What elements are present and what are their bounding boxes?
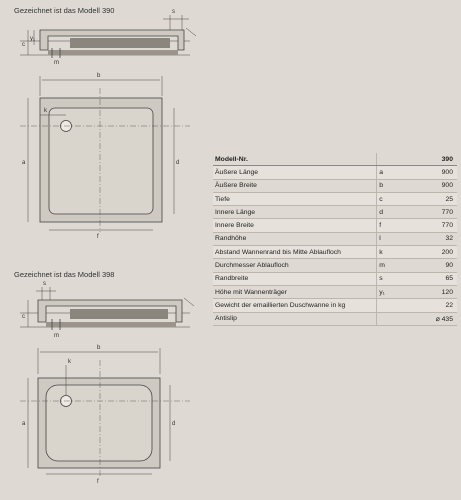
dim-f-label-2: f — [97, 479, 99, 485]
spec-panel — [205, 0, 461, 500]
spec-table — [213, 153, 457, 326]
row-symbol: y₁ — [377, 285, 414, 298]
dim-c-label-2: c — [22, 314, 25, 320]
row-label: Innere Breite — [213, 219, 377, 232]
table-row — [213, 232, 457, 245]
header-symbol — [377, 153, 414, 166]
drawing-svg — [0, 0, 205, 500]
dim-d-label-2: d — [172, 421, 176, 427]
row-symbol — [377, 312, 414, 325]
technical-drawings — [0, 0, 205, 500]
dim-f-label: f — [97, 234, 99, 240]
row-symbol: a — [377, 166, 414, 179]
row-value: 32 — [414, 232, 457, 245]
table-row — [213, 192, 457, 205]
row-label: Randhöhe — [213, 232, 377, 245]
dim-a-label-2: a — [22, 421, 26, 427]
row-value: 200 — [414, 246, 457, 259]
row-label: Höhe mit Wannenträger — [213, 285, 377, 298]
row-value: 90 — [414, 259, 457, 272]
row-symbol: s — [377, 272, 414, 285]
row-symbol: f — [377, 219, 414, 232]
table-row — [213, 285, 457, 298]
table-row — [213, 219, 457, 232]
header-value: 390 — [414, 153, 457, 166]
table-row — [213, 206, 457, 219]
row-value: 22 — [414, 299, 457, 312]
row-label: Abstand Wannenrand bis Mitte Ablaufloch — [213, 246, 377, 259]
dim-s-label: s — [172, 9, 175, 15]
dim-k-label: k — [44, 108, 47, 114]
table-row — [213, 166, 457, 179]
row-label: Tiefe — [213, 192, 377, 205]
row-symbol: k — [377, 246, 414, 259]
row-symbol — [377, 299, 414, 312]
row-label: Gewicht der emaillierten Duschwanne in kg — [213, 299, 377, 312]
row-label: Innere Länge — [213, 206, 377, 219]
row-label: Randbreite — [213, 272, 377, 285]
row-value: 25 — [414, 192, 457, 205]
plan-view-398 — [20, 348, 190, 478]
row-value: 770 — [414, 206, 457, 219]
dim-d-label: d — [176, 160, 180, 166]
row-symbol: l — [377, 232, 414, 245]
spec-table-header — [213, 153, 457, 166]
table-row — [213, 179, 457, 192]
table-row — [213, 312, 457, 325]
row-value: 900 — [414, 179, 457, 192]
dim-s-label-2: s — [43, 281, 46, 287]
caption-model-398: Gezeichnet ist das Modell 398 — [14, 270, 115, 279]
row-value: 120 — [414, 285, 457, 298]
row-symbol: d — [377, 206, 414, 219]
caption-model-390: Gezeichnet ist das Modell 390 — [14, 6, 115, 15]
dim-k-label-2: k — [68, 359, 71, 365]
dim-a-label: a — [22, 160, 26, 166]
section-view-390 — [20, 15, 196, 58]
dim-m-label-2: m — [54, 333, 59, 339]
row-symbol: b — [377, 179, 414, 192]
table-row — [213, 246, 457, 259]
table-row — [213, 299, 457, 312]
dim-b-label-2: b — [97, 345, 101, 351]
section-view-398 — [20, 287, 194, 330]
row-symbol: m — [377, 259, 414, 272]
row-label: Äußere Länge — [213, 166, 377, 179]
row-symbol: c — [377, 192, 414, 205]
table-row — [213, 259, 457, 272]
dim-m-label: m — [54, 60, 59, 66]
row-value: 900 — [414, 166, 457, 179]
dim-c-label: c — [22, 42, 25, 48]
plan-view-390 — [20, 76, 190, 232]
dim-y1-label: y₁ — [30, 36, 36, 42]
row-label: Antislip — [213, 312, 377, 325]
header-label: Modell-Nr. — [213, 153, 377, 166]
table-row — [213, 272, 457, 285]
row-value: 65 — [414, 272, 457, 285]
row-value: 770 — [414, 219, 457, 232]
row-value: ⌀ 435 — [414, 312, 457, 325]
row-label: Äußere Breite — [213, 179, 377, 192]
dim-b-label: b — [97, 73, 101, 79]
row-label: Durchmesser Ablaufloch — [213, 259, 377, 272]
